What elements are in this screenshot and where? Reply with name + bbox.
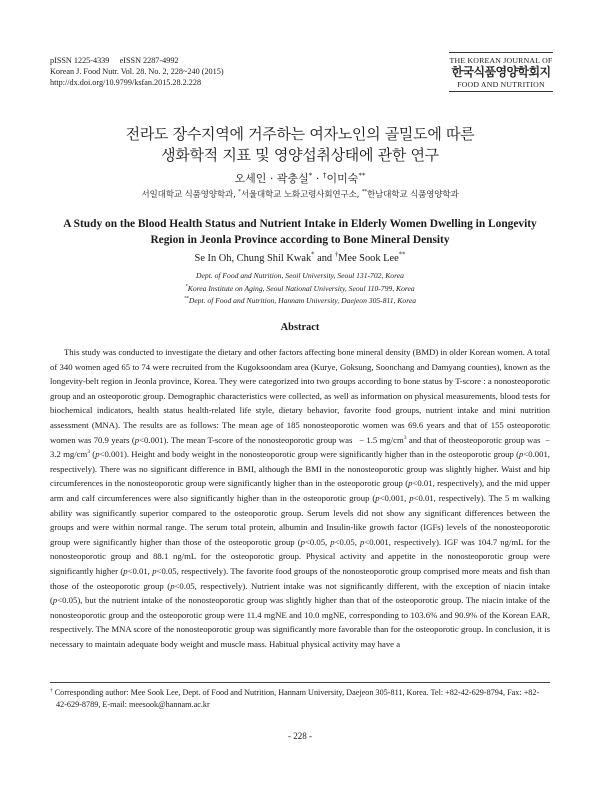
p-value-symbol: p bbox=[408, 478, 413, 489]
abstract-body bbox=[50, 345, 550, 651]
unit-exponent: 3 bbox=[87, 449, 91, 456]
korean-affiliation-1: 서일대학교 식품영양학과, bbox=[141, 190, 239, 200]
corresponding-author-footnote bbox=[50, 687, 548, 711]
english-author-1: Se In Oh, Chung Shil Kwak bbox=[194, 253, 312, 264]
abstract-text: <0.01, respectively), and the mid upper arm and calf circumferences were also significantly higher than in the osteoporotic group ( bbox=[50, 478, 551, 503]
journal-name-ko: 한국식품영양학회지 bbox=[451, 65, 551, 79]
abstract-text: and that of theosteoporotic group was − 3.2 mg/cm bbox=[50, 434, 550, 460]
affiliation-mark: * bbox=[185, 283, 188, 289]
journal-masthead bbox=[449, 52, 553, 92]
author-mark: * bbox=[311, 251, 315, 259]
english-title-line-1: A Study on the Blood Health Status and Nutrient Intake in Elderly Women Dwelling in Longevity bbox=[63, 218, 537, 230]
p-value-symbol: p bbox=[375, 492, 380, 503]
english-affiliation-3: Dept. of Food and Nutrition, Hannam University, Daejeon 305-811, Korea bbox=[188, 296, 417, 305]
masthead-bottom-rule bbox=[449, 91, 553, 92]
abstract-text: <0.05), but the nutrient intake of the nonosteoporotic group was slightly higher than that of the osteoporotic group. The niacin intake of the nonosteoporotic group and the osteoporotic group were 11.4 mgNE and 10.0 mgNE, corresponding to 103.6% and 90.9% of the Korean EAR, respectively. The MNA score of the nonosteoporotic group was significantly more favorable than for the osteoporotic group. In conclusion, it is necessary to maintain adequate body weight and muscle mass. Habitual physical activity may have a bbox=[50, 595, 550, 649]
korean-authors bbox=[0, 170, 600, 186]
abstract-text: <0.001, bbox=[379, 492, 410, 503]
journal-name-en-top: THE KOREAN JOURNAL OF bbox=[449, 56, 553, 65]
abstract-text: <0.001, respectively). There was no significant difference in BMI, although the BMI in the nonosteoporotic group was slightly higher. Waist and hip circumferences in the nonosteoporotic group were significantly higher than in the osteoporotic group ( bbox=[50, 449, 550, 489]
p-value-symbol: p bbox=[152, 565, 157, 576]
author-mark: * bbox=[308, 170, 313, 180]
unit-exponent: 3 bbox=[403, 434, 407, 441]
abstract-text: <0.001). The mean T-score of the nonosteoporotic group was − 1.5 mg/cm bbox=[139, 434, 404, 445]
p-value-symbol: p bbox=[134, 434, 140, 445]
author-conjunction: and bbox=[314, 253, 335, 264]
abstract-text: <0.05, bbox=[304, 536, 331, 547]
affiliation-mark: ** bbox=[361, 189, 367, 196]
citation-line: Korean J. Food Nutr. Vol. 28. No. 2, 228~240 (2015) bbox=[50, 67, 224, 76]
korean-affiliations bbox=[0, 188, 600, 200]
p-value-symbol: p bbox=[359, 536, 365, 547]
corresponding-mark: † bbox=[334, 251, 339, 259]
affiliation-mark: * bbox=[238, 189, 241, 196]
corresponding-mark: † bbox=[322, 170, 327, 180]
abstract-text: <0.01, bbox=[127, 565, 153, 576]
p-value-symbol: p bbox=[409, 492, 414, 503]
korean-title-line-1: 전라도 장수지역에 거주하는 여자노인의 골밀도에 따른 bbox=[125, 125, 475, 143]
p-value-symbol: p bbox=[300, 536, 305, 547]
abstract-text: ( bbox=[90, 449, 96, 460]
author-separator: · bbox=[266, 172, 277, 185]
abstract-text: <0.05, bbox=[334, 536, 360, 547]
korean-affiliation-2: 서울대학교 노화고령사회연구소, bbox=[240, 190, 362, 200]
p-value-symbol: p bbox=[95, 449, 100, 460]
english-affiliation-2: Korea Institute on Aging, Seoul National University, Seoul 110-799, Korea bbox=[187, 283, 415, 293]
abstract-text: <0.05, respectively). Nutrient intake was not significantly different, with the exception of niacin intake ( bbox=[50, 580, 551, 606]
article-meta bbox=[50, 55, 224, 88]
abstract-text: <0.001). Height and body weight in the nonosteoporotic group were significantly higher than in the osteoporotic group ( bbox=[99, 449, 519, 460]
english-affiliation-2-line bbox=[0, 283, 600, 296]
abstract-text: <0.05, respectively). The favorite food groups of the nonosteoporotic group comprised more meats and fish than those of the osteoporotic group ( bbox=[50, 565, 550, 591]
english-title-line-2: Region in Jeonla Province according to Bone Mineral Density bbox=[150, 234, 450, 246]
english-affiliations bbox=[0, 270, 600, 308]
issn-line: pISSN 1225-4339 eISSN 2287-4992 bbox=[50, 56, 179, 65]
journal-name-en-bottom: FOOD AND NUTRITION bbox=[457, 80, 545, 89]
p-value-symbol: p bbox=[519, 449, 524, 460]
affiliation-mark: ** bbox=[183, 296, 189, 302]
english-affiliation-3-line bbox=[0, 295, 600, 308]
english-title bbox=[40, 216, 560, 248]
korean-author-3: 이미숙 bbox=[326, 172, 359, 185]
korean-author-2: 곽충실 bbox=[276, 172, 309, 185]
author-mark: ** bbox=[358, 170, 366, 180]
abstract-text: <0.01, respectively). The 5 m walking ability was significantly superior compared to the osteoporotic group. Serum levels did not show any significant differences between the groups and were within normal range. The serum total protein, albumin and Insulin-like growth factor (IGFs) levels of the nonosteoporotic group were significantly higher than those of the osteoporotic group ( bbox=[50, 492, 550, 547]
korean-title-line-2: 생화학적 지표 및 영양섭취상태에 관한 연구 bbox=[161, 146, 439, 164]
abstract-heading: Abstract bbox=[280, 322, 320, 333]
page-number: - 228 - bbox=[288, 731, 312, 741]
english-authors bbox=[0, 253, 600, 264]
p-value-symbol: p bbox=[123, 565, 128, 576]
doi-line[interactable]: http://dx.doi.org/10.9799/ksfan.2015.28.2.228 bbox=[50, 78, 202, 87]
footnote-rule bbox=[50, 682, 550, 683]
abstract-text: <0.001, respectively). IGF was 104.7 ng/mL for the nonosteoporotic group and 88.1 ng/mL for the osteoporotic group. Physical activity and appetite in the nonosteoporotic group were significantly higher ( bbox=[50, 536, 551, 576]
english-affiliation-1: Dept. of Food and Nutrition, Seoil University, Seoul 131-702, Korea bbox=[196, 271, 404, 280]
corresponding-mark: † bbox=[50, 687, 53, 694]
p-value-symbol: p bbox=[170, 580, 175, 591]
author-separator: · bbox=[312, 172, 323, 185]
korean-affiliation-3: 한남대학교 식품영양학과 bbox=[366, 190, 459, 200]
abstract-text: This study was conducted to investigate the dietary and other factors affecting bone mineral density (BMD) in older Korean women. A total of 340 women aged 65 to 74 were recruited from the Kugoksoondam area (Kurye, Goksung, Soonchang and Damyang counties), known as the longevity-belt region in Jeonla province, Korea. They were categorized into two groups according to bone status by T-score : a nonosteoporotic group and an osteoporotic group. Demographic characteristics were collected, as well as information on physical measurements, blood tests for biochemical indicators, health status health-related life style, dietary behavior, favorite food groups, nutrient intake and mini nutrition assessment (MNA). The results are as follows: The mean age of 185 nonosteoporotic women was 69.6 years and that of 155 osteoporotic women was 70.9 years ( bbox=[50, 347, 550, 445]
author-mark: ** bbox=[398, 251, 406, 259]
english-author-2: Mee Sook Lee bbox=[338, 253, 399, 264]
footnote-text: Corresponding author: Mee Sook Lee, Dept. of Food and Nutrition, Hannam University, Daejeon 305-811, Korea. Tel: +82-42-629-8794, Fax: +82-42-629-8789, E-mail: meesook@hannam.ac.kr bbox=[52, 688, 540, 709]
p-value-symbol: p bbox=[52, 595, 58, 606]
p-value-symbol: p bbox=[330, 536, 335, 547]
korean-title bbox=[0, 124, 600, 166]
korean-author-1: 오세인 bbox=[234, 172, 267, 185]
